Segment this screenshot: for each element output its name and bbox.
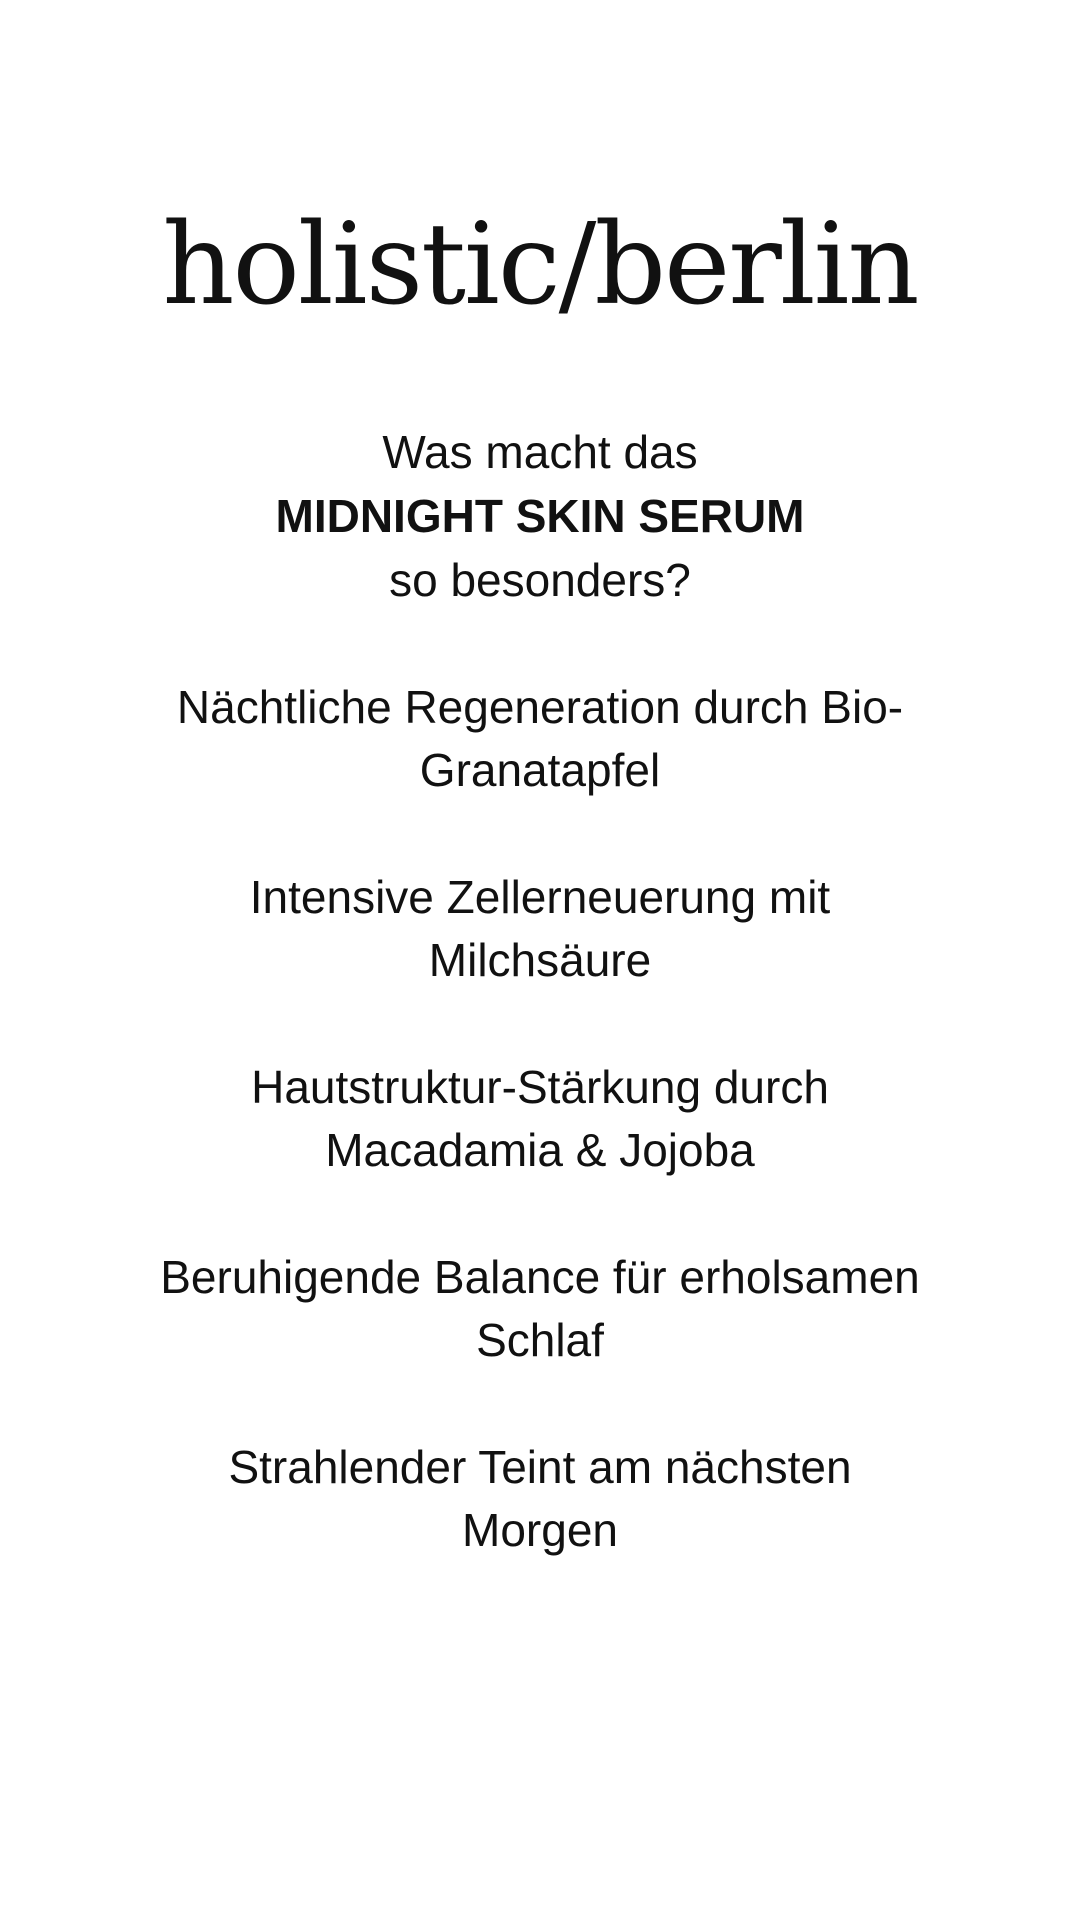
brand-wordmark: holistic/berlin [162, 200, 918, 330]
benefit-line: Macadamia & Jojoba [325, 1124, 755, 1176]
intro-line-1: Was macht das [382, 426, 698, 478]
benefit-item [90, 1436, 990, 1562]
benefit-line: Milchsäure [428, 934, 652, 986]
benefit-line: Granatapfel [419, 744, 661, 796]
benefit-line: Hautstruktur-Stärkung durch [251, 1061, 829, 1113]
benefit-line: Beruhigende Balance für erholsamen [160, 1251, 920, 1303]
benefit-line: Morgen [462, 1504, 618, 1556]
benefit-item [90, 676, 990, 802]
benefit-list [90, 676, 990, 1626]
intro-line-3: so besonders? [389, 554, 691, 606]
benefit-item [90, 866, 990, 992]
product-name: MIDNIGHT SKIN SERUM [275, 490, 805, 542]
benefit-line: Strahlender Teint am nächsten [228, 1441, 852, 1493]
benefit-item [90, 1056, 990, 1182]
intro-question [0, 420, 1080, 612]
benefit-item [90, 1246, 990, 1372]
benefit-line: Schlaf [476, 1314, 604, 1366]
benefit-line: Nächtliche Regeneration durch Bio- [176, 681, 904, 733]
benefit-line: Intensive Zellerneuerung mit [249, 871, 831, 923]
